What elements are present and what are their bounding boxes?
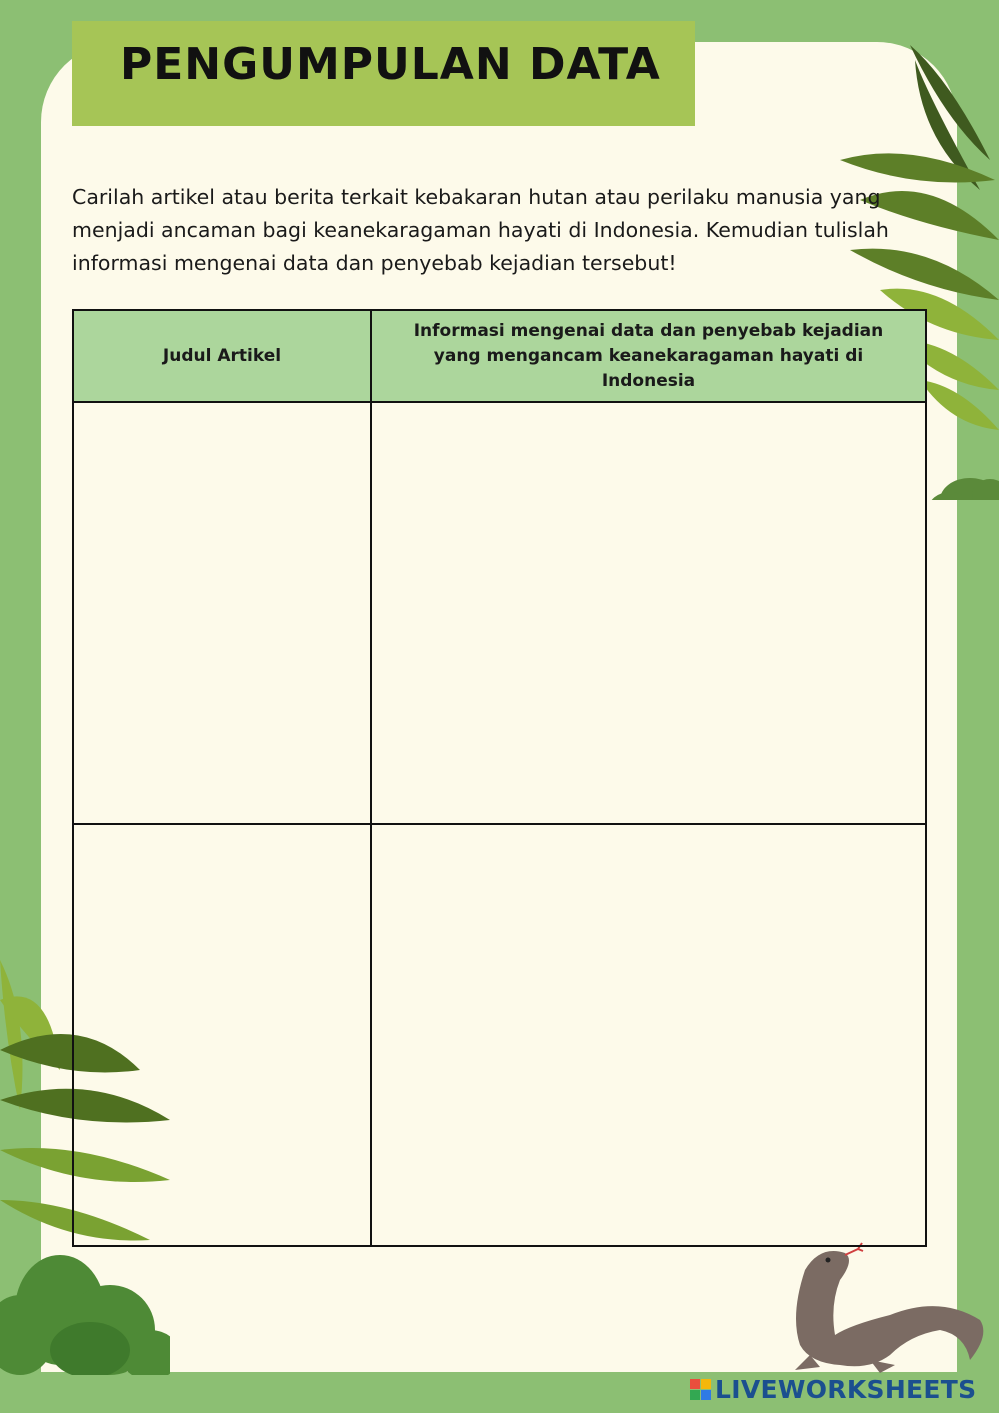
komodo-dragon-illustration: [770, 1235, 995, 1375]
answer-cell-judul[interactable]: [73, 824, 371, 1246]
liveworksheets-logo-icon: [690, 1379, 711, 1400]
header-informasi: Informasi mengenai data dan penyebab kejadian yang mengancam keanekaragaman hayati di Indonesia: [371, 310, 926, 402]
answer-cell-informasi[interactable]: [371, 824, 926, 1246]
header-judul-artikel: Judul Artikel: [73, 310, 371, 402]
watermark-text: LIVEWORKSHEETS: [715, 1374, 977, 1404]
title-banner: [72, 21, 695, 126]
table-row: [73, 824, 926, 1246]
worksheet-table: [72, 309, 927, 1247]
page-title: PENGUMPULAN DATA: [120, 39, 661, 90]
answer-cell-judul[interactable]: [73, 402, 371, 824]
instructions-text: Carilah artikel atau berita terkait kebakaran hutan atau perilaku manusia yang menjadi ancaman bagi keanekaragaman hayati di Indonesia. Kemudian tulislah informasi mengenai data dan penyebab kejadian tersebut!: [72, 185, 889, 275]
liveworksheets-watermark: [690, 1374, 976, 1404]
table-header-row: [73, 310, 926, 402]
table-row: [73, 402, 926, 824]
bush-illustration: [0, 1250, 170, 1375]
answer-cell-informasi[interactable]: [371, 402, 926, 824]
